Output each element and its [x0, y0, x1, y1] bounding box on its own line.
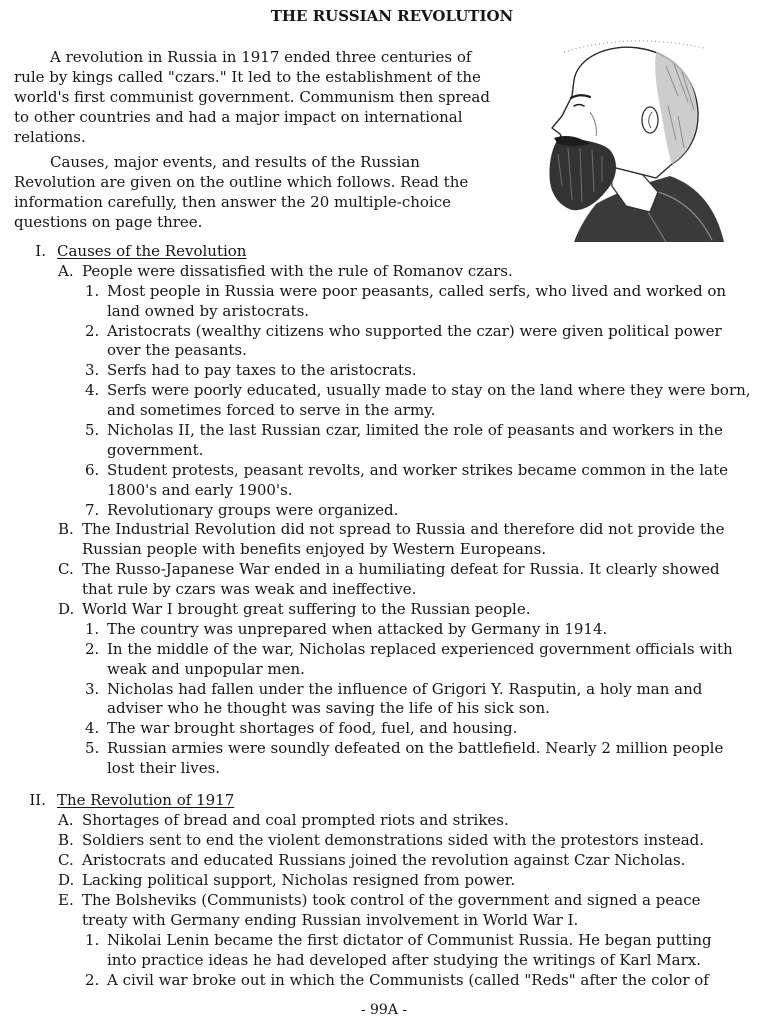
subitem-text: Most people in Russia were poor peasants, called serfs, who lived and worked on — [107, 281, 727, 300]
subitem-number: 1. — [85, 281, 100, 300]
item-text: Lacking political support, Nicholas resigned from power. — [82, 871, 516, 889]
text-line: world's first communist government. Communism then spread — [14, 88, 490, 106]
subitem-text: Nicholas II, the last Russian czar, limited the role of peasants and workers in the — [107, 421, 723, 440]
subitem-number: 2. — [85, 321, 100, 340]
outline-subitem — [0, 719, 768, 739]
subitem-continuation — [0, 401, 768, 421]
subitem-text: A civil war broke out in which the Communists (called "Reds" after the color of — [107, 971, 709, 989]
section-heading — [0, 790, 768, 810]
subitem-number: 2. — [85, 971, 100, 989]
outline-item — [0, 560, 768, 580]
item-text: Russian people with benefits enjoyed by Western Europeans. — [82, 540, 547, 559]
subitem-text: over the peasants. — [107, 341, 247, 360]
item-text: The Bolsheviks (Communists) took control of the government and signed a peace — [82, 891, 701, 909]
heading-text: The Revolution of 1917 — [57, 791, 235, 809]
subitem-number: 5. — [85, 739, 100, 758]
text-line: questions on page three. — [14, 213, 203, 231]
subitem-text: 1800's and early 1900's. — [107, 480, 293, 499]
subitem-continuation — [0, 302, 768, 322]
subitem-text: weak and unpopular men. — [107, 659, 305, 678]
item-text: Shortages of bread and coal prompted riots and strikes. — [82, 811, 509, 829]
subitem-text: The war brought shortages of food, fuel, and housing. — [107, 719, 518, 738]
subitem-text: government. — [107, 440, 204, 459]
heading-text: Causes of the Revolution — [57, 242, 247, 260]
text-line: A revolution in Russia in 1917 ended three centuries of — [50, 48, 472, 66]
portrait-ear — [642, 107, 658, 133]
outline-subitem — [0, 461, 768, 481]
item-continuation — [0, 540, 768, 560]
item-letter: B. — [58, 831, 74, 849]
item-letter: D. — [58, 600, 75, 619]
item-text: Aristocrats and educated Russians joined the revolution against Czar Nicholas. — [82, 851, 686, 869]
outline-item — [0, 520, 768, 540]
text-line: information carefully, then answer the 20 multiple-choice — [14, 193, 452, 211]
subitem-number: 3. — [85, 361, 100, 380]
subitem-text: Serfs were poorly educated, usually made to stay on the land where they were born, — [107, 381, 751, 400]
outline-section-revolution — [0, 790, 768, 990]
item-letter: D. — [58, 871, 75, 889]
subitem-text: and sometimes forced to serve in the army. — [107, 401, 436, 420]
subitem-number: 1. — [85, 931, 100, 949]
text-line: Causes, major events, and results of the Russian — [50, 153, 420, 171]
outline-item — [0, 850, 768, 870]
item-letter: C. — [58, 851, 74, 869]
text-line: to other countries and had a major impact on international — [14, 108, 463, 126]
text-line: Revolution are given on the outline which follows. Read the — [14, 173, 469, 191]
outline-item — [0, 262, 768, 282]
item-letter: A. — [58, 811, 74, 829]
subitem-text: lost their lives. — [107, 759, 221, 778]
outline-section-causes — [0, 242, 768, 779]
outline-item — [0, 830, 768, 850]
item-text: The Industrial Revolution did not spread to Russia and therefore did not provide the — [82, 520, 725, 539]
subitem-text: Nicholas had fallen under the influence of Grigori Y. Rasputin, a holy man and — [107, 679, 703, 698]
outline-subitem — [0, 680, 768, 700]
outline-item — [0, 890, 768, 910]
outline-subitem — [0, 620, 768, 640]
outline-subitem — [0, 322, 768, 342]
subitem-number: 1. — [85, 619, 100, 638]
subitem-continuation — [0, 950, 768, 970]
subitem-continuation — [0, 660, 768, 680]
subitem-text: into practice ideas he had developed after studying the writings of Karl Marx. — [107, 951, 702, 969]
roman-numeral: II. — [29, 791, 46, 809]
subitem-number: 5. — [85, 421, 100, 440]
page-number: - 99A - — [360, 1002, 408, 1018]
subitem-continuation — [0, 341, 768, 361]
outline-item — [0, 600, 768, 620]
intro-paragraph — [14, 47, 534, 147]
outline-subitem — [0, 361, 768, 381]
subitem-continuation — [0, 699, 768, 719]
section-heading — [0, 242, 768, 262]
item-text: World War I brought great suffering to the Russian people. — [82, 600, 531, 619]
subitem-text: The country was unprepared when attacked by Germany in 1914. — [107, 619, 608, 638]
subitem-text: Serfs had to pay taxes to the aristocrats. — [107, 361, 417, 380]
outline-subitem — [0, 501, 768, 521]
intro-paragraph — [14, 152, 534, 232]
subitem-number: 2. — [85, 639, 100, 658]
outline-subitem — [0, 421, 768, 441]
subitem-number: 7. — [85, 500, 100, 519]
outline-subitem — [0, 739, 768, 759]
outline-subitem — [0, 930, 768, 950]
intro-text — [14, 47, 534, 232]
item-continuation — [0, 580, 768, 600]
outline-subitem — [0, 640, 768, 660]
subitem-text: Aristocrats (wealthy citizens who supported the czar) were given political power — [107, 321, 722, 340]
roman-numeral: I. — [35, 242, 46, 260]
subitem-number: 6. — [85, 460, 100, 479]
item-letter: C. — [58, 560, 74, 579]
portrait-illustration — [538, 36, 724, 242]
text-line: relations. — [14, 128, 86, 146]
item-text: that rule by czars was weak and ineffective. — [82, 580, 417, 599]
subitem-number: 3. — [85, 679, 100, 698]
item-text: treaty with Germany ending Russian involvement in World War I. — [82, 911, 579, 929]
subitem-text: Student protests, peasant revolts, and worker strikes became common in the late — [107, 460, 728, 479]
subitem-continuation — [0, 441, 768, 461]
subitem-number: 4. — [85, 381, 100, 400]
subitem-number: 4. — [85, 719, 100, 738]
outline-subitem — [0, 970, 768, 990]
outline-item — [0, 810, 768, 830]
subitem-text: land owned by aristocrats. — [107, 301, 310, 320]
item-letter: E. — [58, 891, 74, 909]
page-title: THE RUSSIAN REVOLUTION — [270, 7, 514, 25]
subitem-text: Nikolai Lenin became the first dictator of Communist Russia. He began putting — [107, 931, 712, 949]
outline-item — [0, 870, 768, 890]
outline-subitem — [0, 381, 768, 401]
item-letter: B. — [58, 520, 74, 539]
item-text: People were dissatisfied with the rule of Romanov czars. — [82, 261, 513, 280]
subitem-text: adviser who he thought was saving the life of his sick son. — [107, 699, 550, 718]
item-continuation — [0, 910, 768, 930]
text-line: rule by kings called "czars." It led to the establishment of the — [14, 68, 481, 86]
subitem-text: Revolutionary groups were organized. — [107, 500, 399, 519]
item-text: The Russo-Japanese War ended in a humiliating defeat for Russia. It clearly showed — [82, 560, 720, 579]
item-text: Soldiers sent to end the violent demonstrations sided with the protestors instead. — [82, 831, 705, 849]
outline-subitem — [0, 282, 768, 302]
subitem-text: Russian armies were soundly defeated on the battlefield. Nearly 2 million people — [107, 739, 724, 758]
subitem-text: In the middle of the war, Nicholas replaced experienced government officials with — [107, 639, 733, 658]
item-letter: A. — [58, 261, 74, 280]
subitem-continuation — [0, 759, 768, 779]
subitem-continuation — [0, 481, 768, 501]
